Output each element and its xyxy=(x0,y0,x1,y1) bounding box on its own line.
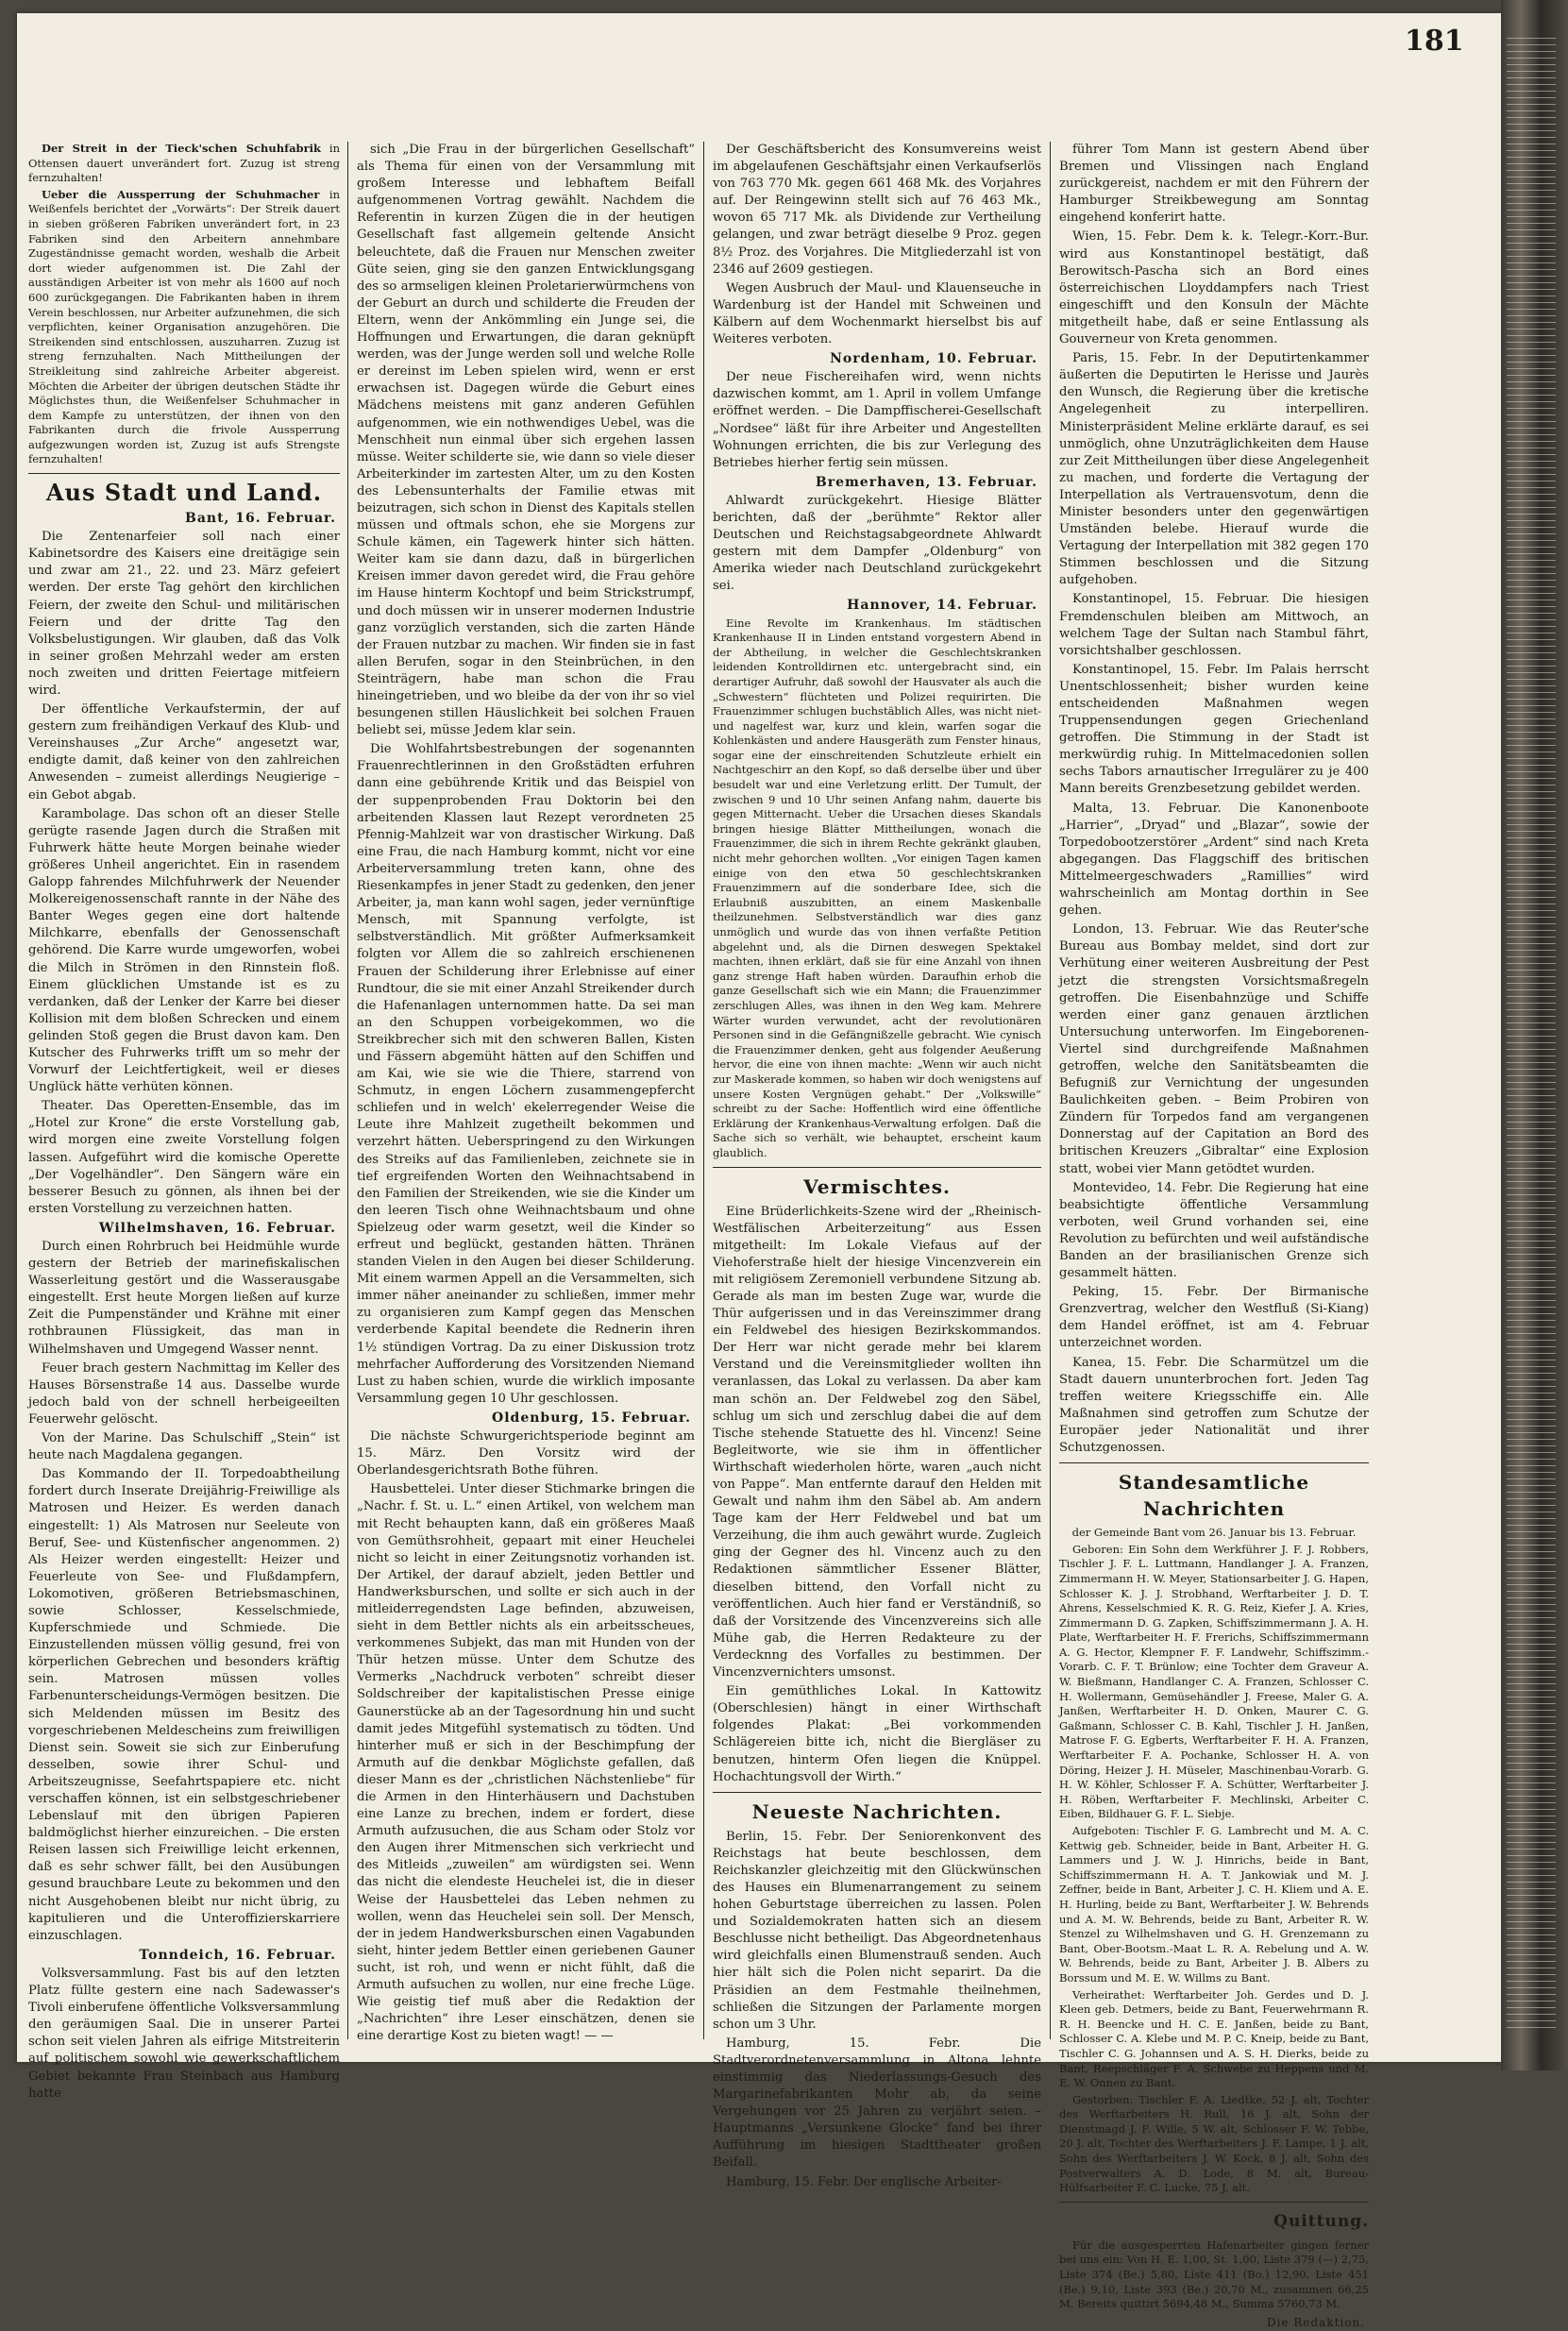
article-text: Der öffentliche Verkaufstermin, der auf gestern zum freihändigen Verkauf des Klub- und Vereinshauses „Zur Arche“ angesetzt war, endigte damit, daß keiner von den zahlreichen Anwesenden – zumeist allerdings Neugierige – ein Gebot abgab. xyxy=(28,702,340,802)
page-number: 181 xyxy=(1405,25,1464,58)
article-text: Von der Marine. Das Schulschiff „Stein“ ist heute nach Magdalena gegangen. xyxy=(28,1431,340,1463)
article-text: Malta, 13. Februar. Die Kanonenboote „Harrier“, „Dryad“ und „Blazar“, sowie der Torpedobootzerstörer „Ardent“ sind nach Kreta abgegangen. Das Flaggschiff des britischen Mittelmeergeschwaders „Ramillies“ wird wahrscheinlich am Montag dorthin in See gehen. xyxy=(1059,801,1369,919)
section-heading: Aus Stadt und Land. xyxy=(45,479,323,507)
article-text: Durch einen Rohrbruch bei Heidmühle wurde gestern der Betrieb der marinefiskalischen Wasserleitung gestört und die Wasserausgabe eingestellt. Erst heute Morgen ließen auf kurze Zeit die Pumpenständer und Krähne mit einer rothbraunen Flüssigkeit, das man in Wilhelmshaven und Umgegend Wasser nennt. xyxy=(28,1240,340,1357)
section-divider xyxy=(1059,1462,1369,1463)
column-rule xyxy=(1050,142,1051,2039)
column-rule xyxy=(703,142,704,2039)
article-text: Geboren: Ein Sohn dem Werkführer J. F. J. Robbers, Tischler J. F. L. Luttmann, Handlanger J. A. Franzen, Zimmermann H. W. Meyer, Stationsarbeiter J. G. Hapen, Schlosser K. J. J. Strobhand, Werftarbeiter J. D. T. Ahrens, Kesselschmied K. R. G. Reiz, Kiefer J. A. Kries, Zimmermann D. G. Zapken, Schiffszimmermann J. A. H. Plate, Werftarbeiter H. F. Frerichs, Schiffszimmermann A. G. Hector, Klempner F. F. Landwehr, Schiffszimm.-Vorarb. C. F. T. Brünlow; eine Tochter dem Graveur A. W. Bießmann, Handlanger C. A. Franzen, Schlosser C. H. Wollermann, Gemüsehändler J. Freese, Maler G. A. Janßen, Werftarbeiter H. D. Onken, Maurer C. G. Gaßmann, Schlosser C. B. Kahl, Tischler J. H. Janßen, Matrose F. G. Egberts, Werftarbeiter F. H. A. Franzen, Werftarbeiter F. A. Pochanke, Schlosser H. A. von Döring, Heizer J. H. Müseler, Maschinenbau-Vorarb. G. H. W. Köhler, Schlosser F. A. Schütter, Werftarbeiter J. H. Röben, Werftarbeiter F. Mechlinski, Arbeiter C. Eiben, Bildhauer G. F. L. Siebje. xyxy=(1059,1542,1369,1821)
column-2 xyxy=(357,142,695,2044)
article-text: London, 13. Februar. Wie das Reuter'sche Bureau aus Bombay meldet, sind dort zur Verhütung einer weiteren Ausbreitung der Pest jetzt die strengsten Vorsichtsmaßregeln getroffen. Die Eisenbahnzüge und Schiffe werden einer ganz genauen ärztlichen Untersuchung unterworfen. Im Eingeborenen-Viertel sind durchgreifende Maßnahmen getroffen, welche den Sanitätsbeamten die Befugniß zur Vernichtung der ungesunden Baulichkeiten geben. – Beim Probiren von Zündern für Torpedos fand am vergangenen Donnerstag auf der Capitation an Bord des britischen Kreuzers „Gibraltar“ eine Explosion statt, wobei vier Mann getödtet wurden. xyxy=(1059,922,1369,1176)
article-text: Eine Revolte im Krankenhaus. Im städtischen Krankenhause II in Linden entstand vorgestern Abend in der Abtheilung, in welcher die Geschlechtskranken leidenden Kontrolldirnen etc. untergebracht sind, ein derartiger Aufruhr, daß sowohl der Hausvater als auch die „Schwestern“ flüchteten und Polizei requirirten. Die Frauenzimmer schlugen buchstäblich Alles, was nicht niet- und nagelfest war, kurz und klein, warfen sogar die Kohlenkästen und andere Hausgeräth zum Fenster hinaus, sogar eine der einschreitenden Schutzleute erhielt ein Nachtgeschirr an den Kopf, so daß derselbe über und über besudelt war und eine Verletzung erlitt. Der Tumult, der zwischen 9 und 10 Uhr seinen Anfang nahm, dauerte bis gegen Mitternacht. Ueber die Ursachen dieses Skandals bringen hiesige Blätter Mittheilungen, wonach die Frauenzimmer, die sich in ihrem Rechte gekränkt glauben, nicht mehr gehorchen wollten. „Vor einigen Tagen kamen einige von den etwa 50 geschlechtskranken Frauenzimmern auf die sonderbare Idee, sich die Erlaubniß auszubitten, an einem Maskenballe theilzunehmen. Selbstverständlich war dies ganz unmöglich und wurde das von ihnen verfaßte Petition abgelehnt und, als die Dirnen deswegen Spektakel machten, ihnen erklärt, daß sie für eine Anzahl von ihnen ganz strenge Haft haben würden. Daraufhin erhob die ganze Gesellschaft sich wie ein Mann; die Frauenzimmer zerschlugen Alles, was ihnen in den Weg kam. Mehrere Wärter wurden verwundet, acht der revolutionären Personen sind in die Gefängnißzelle gebracht. Wie cynisch die Frauenzimmer denken, geht aus folgender Aeußerung hervor, die eine von ihnen machte: „Wenn wir auch nicht zur Maskerade kommen, so haben wir doch wenigstens auf unsere Kosten Vergnügen gehabt.“ Der „Volkswille“ schreibt zu der Sache: Hoffentlich wird eine öffentliche Erklärung der Krankenhaus-Verwaltung erfolgen. Daß die Sache sich so verhält, wie behauptet, erscheint kaum glaublich. xyxy=(713,616,1041,1159)
article-text: Für die ausgesperrten Hafenarbeiter gingen ferner bei uns ein: Von H. E. 1,00, St. 1,00, Liste 379 (—) 2,75, Liste 374 (Be.) 5,80, Liste 411 (Bo.) 12,90, Liste 451 (Be.) 9,10, Liste 393 (Be.) 20,70 M., zusammen 66,25 M. Bereits quittirt 5694,48 M., Summa 5760,73 M. xyxy=(1059,2238,1369,2311)
article-text: Berlin, 15. Febr. Der Seniorenkonvent des Reichstags hat beute beschlossen, dem Reichskanzler gleichzeitig mit den Glückwünschen des Hauses ein Blumenarrangement zu seinem hohen Geburtstage überreichen zu lassen. Polen und Sozialdemokraten hatten sich an diesem Beschlusse nicht betheiligt. Das Abgeordnetenhaus wird gleichfalls einen Blumenstrauß senden. Auch hier hält sich die Polen nicht separirt. Da die Präsidien an dem Festmahle theilnehmen, schließen die Sitzungen der Parlamente morgen schon um 3 Uhr. xyxy=(713,1829,1041,2032)
article-text: Feuer brach gestern Nachmittag im Keller des Hauses Börsenstraße 14 aus. Dasselbe wurde jedoch bald von der schnell herbeigeeilten Feuerwehr gelöscht. xyxy=(28,1360,340,1427)
article-text: Der neue Fischereihafen wird, wenn nichts dazwischen kommt, am 1. April in vollem Umfange eröffnet werden. – Die Dampffischerei-Gesellschaft „Nordsee“ läßt für ihre Arbeiter und Angestellten Wohnungen errichten, die bis zur Verlegung des Betriebes hierher fertig sein müssen. xyxy=(713,370,1041,470)
article-text: Die Zentenarfeier soll nach einer Kabinetsordre des Kaisers eine dreitägige sein und zwar am 21., 22. und 23. März gefeiert werden. Der erste Tag gehört den kirchlichen Feiern, der zweite den Schul- und militärischen Feiern und der dritte Tag den Volksbelustigungen. Wir glauben, daß das Volk in seiner großen Mehrzahl weder am ersten noch zweiten und dritten Feiertage mitfeiern wird. xyxy=(28,530,340,698)
article-text: Wien, 15. Febr. Dem k. k. Telegr.-Korr.-Bur. wird aus Konstantinopel bestätigt, daß Berowitsch-Pascha sich an Bord eines österreichischen Lloyddampfers nach Triest eingeschifft und den Konsuln der Mächte mitgetheilt habe, daß er seine Entlassung als Gouverneur von Kreta genommen. xyxy=(1059,229,1369,347)
dateline: Hannover, 14. Februar. xyxy=(847,598,1037,614)
article-text: Hamburg, 15. Febr. Die Stadtverordnetenversammlung in Altona lehnte einstimmig das Niederlassungs-Gesuch des Margarinefabrikanten Mohr ab, da seine Vergehungen vor 25 Jahren zu verjährt seien. – Hauptmanns „Versunkene Glocke“ fand bei ihrer Aufführung im hiesigen Stadttheater großen Beifall. xyxy=(713,2035,1041,2171)
article-text: Montevideo, 14. Febr. Die Regierung hat eine beabsichtigte öffentliche Versammlung verboten, weil Grund vorhanden sei, eine Revolution zu befürchten und weil aufständische Banden an der brasilianischen Grenze sich gesammelt hätten. xyxy=(1059,1180,1369,1281)
article-text: Hausbettelei. Unter dieser Stichmarke bringen die „Nachr. f. St. u. L.“ einen Artikel, von welchem man mit Recht behaupten kann, daß ein größeres Maaß von Gemüthsrohheit, gepaart mit einer Heuchelei nicht so leicht in einer Zeitungsnotiz vorhanden ist. Der Artikel, der darauf abzielt, jeden Bettler und Handwerksburschen, und sollte er sich auch in der mitleiderregendsten Lage befinden, abzuweisen, sieht in dem Bettler nichts als ein arbeitsscheues, verkommenes Subjekt, das man mit Hunden von der Thür hetzen müsse. Unter dem Schutze des Vermerks „Nachdruck verboten“ schreibt dieser Soldschreiber der kapitalistischen Presse einige Gaunerstücke ab an der Tagesordnung hin und sucht damit jedes Mitgefühl systematisch zu tödten. Und hinterher muß er sich in der Beschimpfung der Armuth auf die denkbar Möglichste gefallen, daß dieser Mann es der „christlichen Nächstenliebe“ für die Armen in den Hinterhäusern und Dachstuben eine Lanze zu brechen, indem er fordert, diese Armuth aufzusuchen, die aus Scham oder Stolz vor den Augen ihrer Mitmenschen sich verkriecht und des Mitleids „zuweilen“ am würdigsten sei. Wenn das nicht die elendeste Heuchelei ist, die in dieser Weise der Hausbettelei das Leben nehmen zu wollen, wenn das Heuchelei sein soll. Der Mensch, der in jedem Handwerksburschen einen Vagabunden sieht, hinter jedem Bettler einen geriebenen Gauner sucht, ist roh, und wenn er nicht fühlt, daß die Armuth aufsuchen zu wollen, nur eine freche Lüge. Wie geistig tief muß aber die Redaktion der „Nachrichten“ ihre Leser einschätzen, denen sie eine derartige Kost zu bieten wagt! — — xyxy=(357,1482,695,2044)
article-text: Theater. Das Operetten-Ensemble, das im „Hotel zur Krone“ die erste Vorstellung gab, wird morgen eine zweite Vorstellung folgen lassen. Aufgeführt wird die komische Operette „Der Vogelhändler“. Den Sängern wäre ein besserer Besuch zu gönnen, als ihnen bei der ersten Vorstellung zu verzeichnen hatten. xyxy=(28,1099,340,1216)
article-text: Das Kommando der II. Torpedoabtheilung fordert durch Inserate Dreijährig-Freiwillige als Matrosen und Heizer. Es werden danach eingestellt: 1) Als Matrosen nur Seeleute von Beruf, See- und Küstenfischer angenommen. 2) Als Heizer werden eingestellt: Heizer und Feuerleute von See- und Flußdampfern, Lokomotiven, größeren Betriebsmaschinen, sowie Schlosser, Kesselschmiede, Kupferschmiede und Schmiede. Die Einzustellenden müssen völlig gesund, frei von körperlichen Gebrechen und besonders kräftig sein. Matrosen müssen volles Farbenunterscheidungs-Vermögen besitzen. Die sich Meldenden müssen im Besitz des vorgeschriebenen Meldescheins zum freiwilligen Dienst sein. Soweit sie sich zur Einberufung desselben, sowie ihrer Schul- und Arbeitszeugnisse, Seefahrtspapiere etc. nicht verschaffen können, ist ein selbstgeschriebener Lebenslauf mit den übrigen Papieren baldmöglichst hierher einzureichen. – Die ersten Reisen lassen sich Freiwillige leicht erkennen, daß es sehr schwer fällt, bei den Ausübungen gesund brauchbare Leute zu bekommen und den nicht Ausgehobenen bleibt nur nicht übrig, zu kapitulieren und die Unteroffizierskarriere einzuschlagen. xyxy=(28,1467,340,1943)
dateline: Nordenham, 10. Februar. xyxy=(830,351,1037,367)
dateline: Bremerhaven, 13. Februar. xyxy=(815,474,1037,490)
article-text: führer Tom Mann ist gestern Abend über Bremen und Vlissingen nach England zurückgereist, nachdem er mit den Führern der Hamburger Streikbewegung am Sonntag eingehend konferirt hatte. xyxy=(1059,143,1369,226)
dateline: Bant, 16. Februar. xyxy=(185,511,336,527)
article-text: Paris, 15. Febr. In der Deputirtenkammer äußerten die Deputirten le Herisse und Jaurès den Wunsch, die Regierung über die kretische Angelegenheit zu interpelliren. Ministerpräsident Meline erklärte darauf, es sei unmöglich, ohne Unzuträglichkeiten dem Hause zur Zeit Mittheilungen über diese Angelegenheit zu machen, und forderte die Vertagung der Interpellation als Vertrauensvotum, denn die Minister besonders unter den gegenwärtigen Umständen belebe. Hierauf wurde die Vertagung der Interpellation mit 382 gegen 170 Stimmen beschlossen und die Sitzung aufgehoben. xyxy=(1059,351,1369,588)
article-text: Konstantinopel, 15. Febr. Im Palais herrscht Unentschlossenheit; bisher wurden keine entscheidenden Maßnahmen wegen Truppensendungen gegen Griechenland getroffen. Die Stimmung in der Stadt ist merkwürdig ruhig. In Mittelmacedonien sollen sechs Tabors arnautischer Irregulärer zu je 400 Mann bereits Grenzbesetzung gebildet werden. xyxy=(1059,662,1369,797)
binding-edge-lines xyxy=(1507,38,1556,2030)
article-text: Die Wohlfahrtsbestrebungen der sogenannten Frauenrechtlerinnen in den Großstädten erfuhren dann eine gebührende Kritik und das Beispiel von der suppenprobenden Frau Doktorin bei den arbeitenden Klassen laut Rezept verordneten 25 Pfennig-Mahlzeit war von drastischer Wirkung. Daß eine Frau, die nach Hamburg kommt, nicht vor eine Arbeiterversammlung treten kann, ohne des Riesenkampfes in jener Stadt zu gedenken, den jener Arbeiter, ja, man kann wohl sagen, jeder vernünftige Mensch, mit Spannung verfolgte, ist selbstverständlich. Mit größter Aufmerksamkeit folgten vor Allem die so zahlreich erschienenen Frauen der Schilderung ihrer Erlebnisse auf einer Rundtour, die sie mit einer Anzahl Streikender durch die Hafenanlagen unternommen hatte. Da sei man an den Schuppen vorbeigekommen, wo die Streikbrecher sich mit den schweren Ballen, Kisten und Fässern abgemüht hätten auf den Schiffen und am Kai, wie sie wie die Thiere, starrend von Schmutz, in engen Löchern zusammengepfercht schliefen und in welch' ekelerregender Weise die Leute ihre Mahlzeit zugetheilt bekommen und verzehrt hätten. Ueberspringend zu den Wirkungen des Streiks auf das Familienleben, zeichnete sie in tief ergreifenden Worten den Weihnachtsabend in den Familien der Streikenden, wie sie die Kinder um den leeren Tisch ohne Weihnachtsbaum und ohne Spielzeug oder warm gesetzt, weil die Kinder so erfreut und beglückt, gestanden hätten. Thränen standen Vielen in den Augen bei dieser Schilderung. Mit einem warmen Appell an die Versammelten, sich immer näher aneinander zu schließen, immer mehr zu organisieren zum Kampf gegen das Menschen verderbende Kapital beendete die Rednerin ihren 1½ stündigen Vortrag. Da zu einer Diskussion trotz mehrfacher Aufforderung des Vorsitzenden Niemand Lust zu haben schien, wurde die wirklich imposante Versammlung gegen 10 Uhr geschlossen. xyxy=(357,742,695,1406)
article-text: Konstantinopel, 15. Februar. Die hiesigen Fremdenschulen bleiben am Mittwoch, an welchem Tage der Sultan nach Stambul fährt, vorsichtshalber geschlossen. xyxy=(1059,592,1369,658)
section-heading: Neueste Nachrichten. xyxy=(751,1799,1003,1823)
article-text: Gestorben: Tischler F. A. Liedtke, 52 J. alt, Tochter des Werftarbeiters H. Rull, 16 J. alt, Sohn der Dienstmagd J. F. Wille, 5 W. alt, Schlosser F. W. Tebbe, 20 J. alt, Tochter des Werftarbeiters J. F. Lampe, 1 J. alt, Sohn des Werftarbeiters J. W. Kock, 8 J. alt, Sohn des Postverwalters A. D. Lode, 8 M. alt, Bureau-Hülfsarbeiter F. C. Lucke, 75 J. alt. xyxy=(1059,2092,1369,2195)
article-text: Ahlwardt zurückgekehrt. Hiesige Blätter berichten, daß der „berühmte“ Rektor aller Deutschen und Reichstagsabgeordnete Ahlwardt gestern mit dem Dampfer „Oldenburg“ von Amerika wieder nach Deutschland zurückgekehrt sei. xyxy=(713,493,1041,594)
article-text: Hamburg, 15. Febr. Der englische Arbeiter- xyxy=(726,2174,1002,2189)
column-4 xyxy=(1059,142,1369,2329)
article-text: Volksversammlung. Fast bis auf den letzten Platz füllte gestern eine nach Sadewasser's Tivoli einberufene öffentliche Volksversammlung den geräumigen Saal. Die in unserer Partei schon seit vielen Jahren als eifrige Mitstreiterin auf politischem sowohl wie gewerkschaftlichem Gebiet bekannte Frau Steinbach aus Hamburg hatte xyxy=(28,1966,340,2101)
section-divider xyxy=(713,1167,1041,1168)
article-text: sich „Die Frau in der bürgerlichen Gesellschaft“ als Thema für einen von der Versammlung mit großem Interesse und lebhaftem Beifall aufgenommenen Vortrag gewählt. Nachdem die Referentin in kurzen Zügen die in der heutigen Gesellschaft fast allgemein geltende Ansicht beleuchtete, daß die Frauen nur Menschen zweiter Güte seien, ging sie den ganzen Entwicklungsgang des so armseligen kleinen Proletarierwürmchens von der Geburt an durch und schilderte die Freuden der Eltern, wenn der Ankömmling ein Junge sei, die Hoffnungen und Erwartungen, die daran geknüpft werden, was der Junge werden soll und welche Rolle er dereinst im Leben spielen wird, wenn er erst erwachsen ist. Dagegen würde die Geburt eines Mädchens meistens mit ganz anderen Gefühlen aufgenommen, wie ein nothwendiges Uebel, was die Menschheit nun einmal über sich ergehen lassen müsse. Weiter schilderte sie, wie dann so viele dieser Arbeiterkinder im zartesten Alter, um zu den Kosten des Lebensunterhalts der Familie etwas mit beizutragen, sich schon in Dienst des Kapitals stellen müssen und oftmals schon, ehe sie Morgens zur Schule kämen, ein Tagewerk hinter sich hätten. Weiter kam sie dann dazu, daß in bürgerlichen Kreisen immer davon geredet wird, die Frau gehöre im Hause hinterm Kochtopf und beim Strickstrumpf, und doch müssen wir in unserer modernen Industrie ganz vorzüglich verstanden, sich die zarten Hände der Frauen nutzbar zu machen. Wir finden sie in fast allen Berufen, sogar in den Steinbrüchen, in den Steinträgern, habe man schon die Frau hineingetrieben, und wo bleibe da der von ihr so viel besungenen stillen Häuslichkeit bei solchen Frauen beliebt sei, müsse Jedem klar sein. xyxy=(357,143,695,738)
dateline: Wilhelmshaven, 16. Februar. xyxy=(98,1220,336,1236)
article-text: Karambolage. Das schon oft an dieser Stelle gerügte rasende Jagen durch die Straßen mit Fuhrwerk hätte heute Morgen beinahe wieder größeres Unheil angerichtet. Ein in rasendem Galopp fahrendes Milchfuhrwerk der Neuender Molkereigenossenschaft rannte in der Nähe des Banter Weges gegen eine dort haltende Milchkarre, ebenfalls der Genossenschaft gehörend. Die Karre wurde umgeworfen, wobei die Milch in Strömen in den Rinnstein floß. Einem glücklichen Umstande ist es zu verdanken, daß der Lenker der Karre bei dieser Kollision mit dem bloßen Schrecken und einem gelinden Stoß gegen die Brust davon kam. Den Kutscher des Fuhrwerks trifft um so mehr der Vorwurf der Leichtfertigkeit, weil er dieses Unglück hätte verhüten können. xyxy=(28,806,340,1095)
article-text: Der Geschäftsbericht des Konsumvereins weist im abgelaufenen Geschäftsjahr einen Verkaufserlös von 763 770 Mk. gegen 661 468 Mk. des Vorjahres auf. Der Reingewinn stellt sich auf 76 463 Mk., wovon 65 717 Mk. als Dividende zur Vertheilung gelangen, und zwar beträgt dieselbe 9 Proz. gegen 8½ Proz. des Vorjahres. Die Mitgliederzahl ist von 2346 auf 2609 gestiegen. xyxy=(713,143,1041,277)
article-text: in Weißenfels berichtet der „Vorwärts“: Der Streik dauert in sieben größeren Fabriken unverändert fort, in 23 Fabriken sind den Arbeitern annehmbare Zugeständnisse gemacht worden, weshalb die Arbeit dort wieder aufgenommen ist. Die Zahl der ausständigen Arbeiter ist von mehr als 1600 auf noch 600 zurückgegangen. Die Fabrikanten haben in ihrem Verein beschlossen, nur Arbeiter aufzunehmen, die sich verpflichten, keiner Organisation anzugehören. Die Streikenden sind entschlossen, auszuharren. Zuzug ist streng fernzuhalten. Nach Mittheilungen der Streikleitung sind zahlreiche Arbeiter abgereist. Möchten die Arbeiter der übrigen deutschen Städte ihr Möglichstes thun, die Weißenfelser Schuhmacher in dem Kampfe zu unterstützen, der ihnen von den Fabrikanten durch die frivole Aussperrung aufgezwungen worden ist, Zuzug ist aufs Strengste fernzuhalten! xyxy=(28,187,341,466)
article-text: Aufgeboten: Tischler F. G. Lambrecht und M. A. C. Kettwig geb. Schneider, beide in Bant, Arbeiter H. G. Lammers und J. W. J. Hinrichs, beide in Bant, Schiffszimmermann H. A. T. Jankowiak und M. J. Zeffner, beide in Bant, Arbeiter J. C. H. Kliem und A. E. H. Hurling, beide zu Bant, Werftarbeiter J. W. Behrends und A. M. W. Behrends, beide zu Bant, Arbeiter R. W. Stenzel zu Wilhelmshaven und G. H. Grenzemann zu Bant, Ober-Bootsm.-Maat L. R. A. Rebelung und A. W. W. Behrends, beide zu Bant, Arbeiter J. B. Albers zu Borssum und M. E. W. Willms zu Bant. xyxy=(1059,1824,1369,1985)
column-rule xyxy=(347,142,348,2039)
article-text: Wegen Ausbruch der Maul- und Klauenseuche in Wardenburg ist der Handel mit Schweinen und Kälbern auf dem Wochenmarkt hierselbst bis auf Weiteres verboten. xyxy=(713,280,1041,347)
article-text: Ein gemüthliches Lokal. In Kattowitz (Oberschlesien) hängt in einer Wirthschaft folgendes Plakat: „Bei vorkommenden Schlägereien bitte ich, nicht die Biergläser zu benutzen, hinterm Ofen liegen die Knüppel. Hochachtungsvoll der Wirth.“ xyxy=(713,1684,1041,1784)
signature: Die Redaktion. xyxy=(1266,2315,1365,2329)
article-text: in Ottensen dauert unverändert fort. Zuzug ist streng fernzuhalten! xyxy=(28,142,340,185)
article-text: Verheirathet: Werftarbeiter Joh. Gerdes und D. J. Kleen geb. Detmers, beide zu Bant, Feuerwehrmann R. R. H. Beencke und H. C. E. Janßen, beide zu Bant, Schlosser C. A. Klebe und M. P. C. Kneip, beide zu Bant, Tischler C. G. Johannsen und A. S. H. Dierks, beide zu Bant, Reepschläger F. A. Schwebe zu Heppens und M. E. W. Onnen zu Bant. xyxy=(1059,1987,1369,2090)
article-text: der Gemeinde Bant vom 26. Januar bis 13. Februar. xyxy=(1071,1526,1357,1540)
section-divider xyxy=(713,1792,1041,1793)
article-head: Ueber die Aussperrung der Schuhmacher xyxy=(42,187,320,201)
section-divider xyxy=(28,473,340,474)
article-text: Die nächste Schwurgerichtsperiode beginnt am 15. März. Den Vorsitz wird der Oberlandesgerichtsrath Bothe führen. xyxy=(357,1429,695,1478)
section-heading: Quittung. xyxy=(1273,2211,1369,2231)
column-3 xyxy=(713,142,1041,2189)
column-1 xyxy=(28,142,341,2101)
section-heading: Standesamtliche Nachrichten xyxy=(1118,1471,1310,1521)
section-divider xyxy=(1059,2202,1369,2203)
dateline: Oldenburg, 15. Februar. xyxy=(492,1410,691,1426)
article-text: Peking, 15. Febr. Der Birmanische Grenzvertrag, welcher den Westfluß (Si-Kiang) dem Handel eröffnet, ist am 4. Februar unterzeichnet worden. xyxy=(1059,1285,1369,1351)
section-heading: Vermischtes. xyxy=(803,1174,951,1198)
article-text: Eine Brüderlichkeits-Szene wird der „Rheinisch-Westfälischen Arbeiterzeitung“ aus Essen mitgetheilt: Im Lokale Viefaus auf der Viehoferstraße hielt der hiesige Vincenzverein ein mit religiösem Zeremoniell verbundene Sitzung ab. Gerade als man im besten Zuge war, wurde die Thür aufgerissen und in das Vereinszimmer drang ein Feldwebel des hiesigen Bezirkskommandos. Der Herr war nicht gerade mehr bei klarem Verstand und die Vereinsmitglieder wollten ihn veranlassen, das Lokal zu verlassen. Da aber kam man schön an. Der Feldwebel zog den Säbel, schlug um sich und zerschlug dabei die auf dem Tische stehende Statuette des hl. Vincenz! Seine Begleitworte, wie sie ihm in öffentlicher Wirthschaft wiederholen hörte, waren „auch nicht von Pappe“. Man entfernte darauf den Helden mit Gewalt und nahm ihm den Säbel ab. Am andern Tage kam der Herr Feldwebel und bat um Verzeihung, die ihm auch gewährt wurde. Zugleich ging der Gegner des hl. Vincenz auch zu den Redaktionen sämmtlicher Essener Blätter, dieselben bittend, den Vorfall nicht zu veröffentlichen. Auch hier fand er Verständniß, so daß der Vorsitzende des Vincenzvereins sich alle Mühe gab, die Herren Redakteure zu der Verdecknng des Vorfalles zu bestimmen. Der Vincenzvernichters umsonst. xyxy=(713,1204,1041,1681)
article-text: Kanea, 15. Febr. Die Scharmützel um die Stadt dauern ununterbrochen fort. Jeden Tag treffen weitere Kriegsschiffe ein. Alle Maßnahmen sind getroffen zum Schutze der Europäer jeder Nationalität und ihrer Schutzgenossen. xyxy=(1059,1355,1369,1456)
dateline: Tonndeich, 16. Februar. xyxy=(139,1947,336,1963)
article-head: Der Streit in der Tieck'schen Schuhfabrik xyxy=(42,142,321,155)
